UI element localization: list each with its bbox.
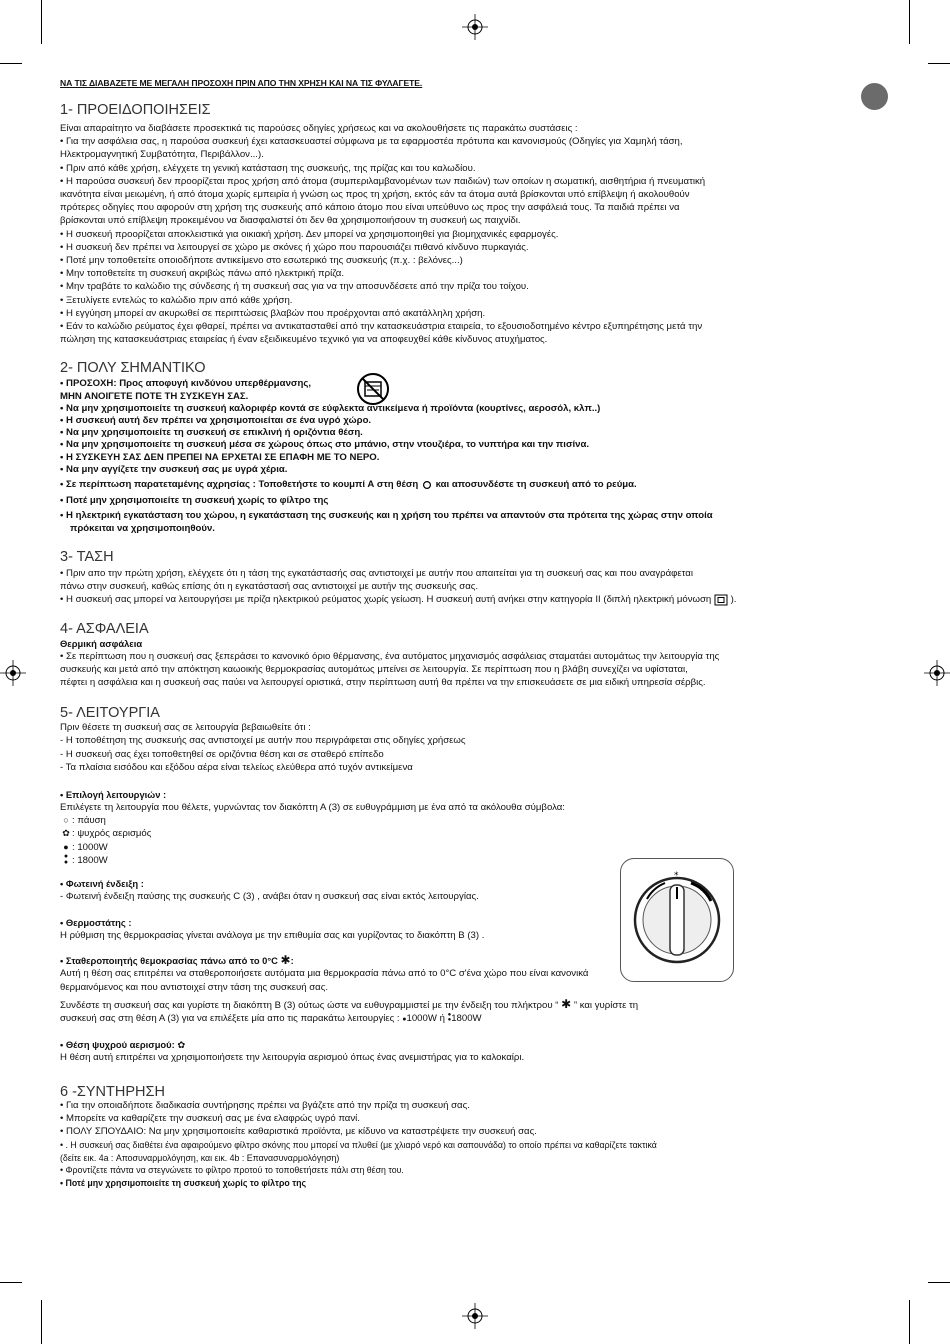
off-circle-icon bbox=[421, 480, 433, 490]
section-title-warnings: 1- ΠΡΟΕΙΔΟΠΟΙΗΣΕΙΣ bbox=[60, 102, 211, 118]
stabilizer-connect2-c: 1800W bbox=[451, 1012, 482, 1024]
text-line: Είναι απαραίτητο να διαβάσετε προσεκτικά τις παρούσες οδηγίες χρήσεως και να ακολουθήσετε τις παρακάτω συστάσεις : bbox=[60, 123, 578, 134]
page-header: ΝΑ ΤΙΣ ΔΙΑΒΑΖΕΤΕ ΜΕ ΜΕΓΑΛΗ ΠΡΟΣΟΧΗ ΠΡΙΝ ΑΠΟ ΤΗΝ ΧΡΗΣΗ ΚΑΙ ΝΑ ΤΙΣ ΦΥΛΑΓΕΤΕ. bbox=[60, 78, 423, 88]
stabilizer-title: • Σταθεροποιητής θεμοκρασίας πάνω από το 0°C ✱: bbox=[60, 953, 294, 968]
text-line: πάνω στην συσκευή, καθώς επίσης ότι η εγκατάστασή σας αντιστοιχεί με αυτήν της συσκευής σας. bbox=[60, 581, 479, 593]
safety-text bbox=[60, 650, 890, 690]
crop-mark bbox=[909, 0, 910, 44]
crop-mark bbox=[928, 63, 950, 64]
text-line: ικανότητα είναι μειωμένη, ή από άτομα χωρίς εμπειρία ή γνώση ως προς τη χρήση, εκτός εάν τα άτομα αυτά βρίσκονται υπό επίβλεψη ή ακολουθούν bbox=[60, 189, 690, 201]
stabilizer-connect2-a: συσκευή σας στη θέση Α (3) για να επιλέξετε μία απο τις παρακάτω λειτουργίες : bbox=[60, 1012, 403, 1024]
one-dot-icon: ● bbox=[402, 1015, 407, 1023]
text-line bbox=[60, 1012, 890, 1026]
text-line: πρότερες οδηγίες που αφορούν στη χρήση της συσκευής από κάποιο άτομο που είναι υπεύθυνο ως προς την ασφάλειά τους. Τα παιδιά πρέπει να bbox=[60, 202, 680, 214]
text-line: - Τα πλαίσια εισόδου και εξόδου αέρα είναι τελείως ελεύθερα από τυχόν αντικείμενα bbox=[60, 761, 413, 773]
text-line: Ηλεκτρομαγνητική Συμβατότητα, Περιβάλλον...). bbox=[60, 149, 264, 161]
cool-fan-title-text: • Θέση ψυχρού αερισμού: bbox=[60, 1039, 175, 1051]
text-line: • Ποτέ μην τοποθετείτε οποιοδήποτε αντικείμενο στο εσωτερικό της συσκευής (π.χ. : βελόνες...) bbox=[60, 255, 463, 267]
off-circle-icon: ○ bbox=[63, 815, 69, 826]
text-line: • Η ηλεκτρική εγκατάσταση του χώρου, η εγκατάσταση της συσκευής και η χρήση του πρέπει να απαντούν στα πρότειτα της χώρας στην οποία bbox=[60, 510, 713, 522]
snowflake-icon: ✱ bbox=[561, 996, 572, 1011]
cool-fan-title bbox=[60, 1038, 890, 1051]
warnings-text bbox=[60, 122, 890, 346]
text-line: • Πριν απο την πρώτη χρήση, ελέγχετε ότι η τάση της εγκατάστασής σας αντιστοιχεί με αυτήν που απαιτείται για τη συσκευή σας και που αναγράφεται bbox=[60, 567, 693, 579]
section-title-safety: 4- ΑΣΦΑΛΕΙΑ bbox=[60, 620, 149, 637]
text-line: συσκευής και μετά από την απόκτηση καωοικής θερμοκρασίας αυτομάτως μπείνει σε λειτουργία. Σε περίπτωση που η βλάβη συνεχίζει να υφίσταται, bbox=[60, 663, 688, 675]
text-line: Πριν θέσετε τη συσκευή σας σε λειτουργία βεβαιωθείτε ότι : bbox=[60, 722, 311, 734]
crop-mark bbox=[41, 0, 42, 44]
stabilizer-connect2-b: 1000W ή bbox=[406, 1012, 445, 1024]
text-line bbox=[60, 479, 890, 491]
crop-mark bbox=[909, 1300, 910, 1344]
thermostat-title: • Θερμοστάτης : bbox=[60, 917, 132, 929]
stabilizer-connect-a: Συνδέστε τη συσκευή σας και γυρίστε τη διακόπτη Β (3) ούτως ώστε να ευθυγραμμιστεί με την ένδειξη του πλήκτρου “ bbox=[60, 999, 559, 1011]
text-line: θερμαινόμενος και που αντιστοιχεί στην τάση της συσκευή σας. bbox=[60, 981, 329, 993]
svg-text:*: * bbox=[674, 871, 679, 881]
text-line: - Η συσκευή σας έχει τοποθετηθεί σε οριζόντια θέση και σε σταθερό επίπεδο bbox=[60, 748, 384, 760]
mode-fan bbox=[60, 827, 890, 840]
important-text bbox=[60, 378, 890, 534]
voltage-line-b: ). bbox=[730, 594, 737, 606]
text-line: - Η τοποθέτηση της συσκευής σας αντιστοιχεί με αυτήν που περιγράφεται στις οδηγίες χρήσεως bbox=[60, 735, 466, 747]
text-line: Αυτή η θέση σας επιτρέπει να σταθεροποιήσετε αυτόματα μια θερμοκρασία πάνω από το 0°C σ'ένα χώρο που είναι κανονικά bbox=[60, 968, 589, 980]
two-dots-icon: ● ● bbox=[63, 853, 69, 867]
text-line bbox=[60, 998, 890, 1012]
light-indicator-text: - Φωτεινή ένδειξη παύσης της συσκευής C (3) , ανάβει όταν η συσκευή σας είναι εκτός λειτουργίας. bbox=[60, 890, 479, 902]
text-line: • Η συσκευή προορίζεται αποκλειστικά για οικιακή χρήση. Δεν μπορεί να χρησιμοποιηθεί για βιομηχανικές εφαρμογές. bbox=[60, 228, 559, 240]
text-line: ΜΗΝ ΑΝΟΙΓΕΤΕ ΠΟΤΕ ΤΗ ΣΥΣΚΕΥΗ ΣΑΣ. bbox=[60, 390, 249, 402]
text-line: • Να μην χρησιμοποιείτε τη συσκευή μέσα σε χώρους όπως στο μπάνιο, στην ντουζιέρα, το νυπτήρα και την πισίνα. bbox=[60, 439, 590, 451]
text-line: Επιλέγετε τη λειτουργία που θέλετε, γυρνώντας τον διακόπτη Α (3) σε ευθυγράμμιση με ένα από τα ακόλουθα σύμβολα: bbox=[60, 801, 565, 813]
crop-mark bbox=[41, 1300, 42, 1344]
text-line: • Εάν το καλώδιο ρεύματος έχει φθαρεί, πρέπει να αντικατασταθεί από την κατασκευάστρια εταιρεία, το εξουσιοδοτημένο κέντρο εξυπηρέτησης μετά την bbox=[60, 321, 703, 333]
mode-label: : ψυχρός αερισμός bbox=[72, 828, 152, 840]
text-line: • Σε περίπτωση που η συσκευή σας ξεπεράσει το κανονικό όριο θέρμανσης, ένα αυτόματος μηχανισμός ασφάλειας σταματάει αυτομάτως την λειτουργία της bbox=[60, 650, 720, 662]
stabilizer-connect-b: ” και γυρίστε τη bbox=[573, 999, 639, 1011]
text-line: πώληση της κατασκευάστριας εταιρείας ή έναν εξειδικευμένο τεχνικό για να αποφευχθεί κάθε κίνδυνος ατυχήματος. bbox=[60, 334, 548, 346]
crop-mark bbox=[928, 1282, 950, 1283]
section-title-operation: 5- ΛΕΙΤΟΥΡΓΙΑ bbox=[60, 705, 160, 722]
text-line: • Η συσκευή αυτή δεν πρέπει να χρησιμοποιείται σε ένα υγρό χώρο. bbox=[60, 415, 372, 427]
text-line: • Ποτέ μην χρησιμοποιείτε τη συσκευή χωρίς το φίλτρο της bbox=[60, 1178, 307, 1189]
voltage-line-a: • Η συσκευή σας μπορεί να λειτουργήσει με πρίζα ηλεκτρικού ρεύματος χωρίς γείωση. Η συσκευή αυτή ανήκει στην κατηγορία ΙΙ (διπλή ηλεκτρική μόνωση bbox=[60, 594, 712, 606]
one-dot-icon: ● bbox=[63, 841, 69, 852]
text-line: βρίσκονται υπό επίβλεψη προκειμένου να διασφαλιστεί ότι δεν θα χρησιμοποιήσουν τη συσκευή ως παιχνίδι. bbox=[60, 215, 521, 227]
text-line: • ΠΟΛΥ ΣΠΟΥΔΑΙΟ: Να μην χρησιμοποιείτε καθαριστικά προϊόντα, με κίδυνο να καταστρέψετε την συσκευή σας. bbox=[60, 1125, 537, 1137]
stabilizer-text bbox=[60, 967, 890, 1026]
text-line bbox=[60, 593, 890, 606]
mode-1800w bbox=[60, 854, 890, 867]
text-line: • Μην τραβάτε το καλώδιο της σύνδεσης ή τη συσκευή σας για να την αποσυνδέσετε από την πρίζα του τοίχου. bbox=[60, 281, 529, 293]
maintenance-text bbox=[60, 1100, 890, 1190]
text-line: • Για την οποιαδήποτε διαδικασία συντήρησης πρέπει να βγάζετε από την πρίζα τη συσκευή σας. bbox=[60, 1100, 470, 1112]
text-line: • Να μην χρησιμοποιείτε τη συσκευή καλοριφέρ κοντά σε εύφλεκτα αντικείμενα ή προϊόντα (κουρτίνες, αεροσόλ, κλπ..) bbox=[60, 402, 601, 414]
prolonged-line-b: και αποσυνδέστε τη συσκευή από το ρεύμα. bbox=[435, 479, 637, 491]
text-line: (δείτε εικ. 4a : Αποσυναρμολόγηση, και εικ. 4b : Επανασυναρμολόγηση) bbox=[60, 1152, 340, 1163]
fan-icon: ✿ bbox=[177, 1039, 186, 1051]
registration-mark-icon bbox=[462, 1303, 488, 1329]
text-line: • Μην τοποθετείτε τη συσκευή ακριβώς πάνω από ηλεκτρική πρίζα. bbox=[60, 268, 344, 280]
registration-mark-icon bbox=[462, 14, 488, 40]
text-line: • Η εγγύηση μπορεί αν ακυρωθεί σε περιπτώσεις βλαβών που προέρχονται από ακατάλληλη χρήση. bbox=[60, 307, 486, 319]
crop-mark bbox=[0, 1282, 22, 1283]
section-title-important: 2- ΠΟΛΥ ΣΗΜΑΝΤΙΚΟ bbox=[60, 360, 206, 377]
text-line: πρόκειται να χρησιμοποιηθούν. bbox=[70, 522, 215, 534]
text-line: • Φροντίζετε πάντα να στεγνώνετε το φίλτρο προτού το τοποθετήσετε πάλι στη θέση του. bbox=[60, 1165, 404, 1176]
thermostat-text: Η ρύθμιση της θερμοκρασίας γίνεται ανάλογα με την επιθυμία σας και γυρίζοντας το διακόπτη Β (3) . bbox=[60, 930, 485, 942]
text-line: πέφτει η ασφάλεια και η συσκευή σας παύει να λειτουργεί οριστικά, στην περίπτωση αυτή θα πρέπει να την επισκευάσετε σε μια ειδική υπηρεσία σέρβις. bbox=[60, 676, 706, 688]
function-selection-title: • Επιλογή λειτουργιών : bbox=[60, 788, 167, 800]
light-indicator-title: • Φωτεινή ένδειξη : bbox=[60, 877, 144, 889]
text-line: • Η ΣΥΣΚΕΥΗ ΣΑΣ ΔΕΝ ΠΡΕΠΕΙ ΝΑ ΕΡΧΕΤΑΙ ΣΕ ΕΠΑΦΗ ΜΕ ΤΟ ΝΕΡΟ. bbox=[60, 451, 380, 463]
text-line: • . Η συσκευή σας διαθέτει ένα αφαιρούμενο φίλτρο σκόνης που μπορεί να πλυθεί (με χλιαρό νερό και σαπουνάδα) το οποίο πρέπει να καθαρίζετε τακτικά bbox=[60, 1139, 657, 1150]
mode-label: : 1800W bbox=[72, 854, 108, 866]
section-title-maintenance: 6 -ΣΥΝΤΗΡΗΣΗ bbox=[60, 1084, 165, 1101]
text-line: • Πριν από κάθε χρήση, ελέγχετε τη γενική κατάσταση της συσκευής, της πρίζας και του καλωδίου. bbox=[60, 162, 476, 174]
mode-label: : 1000W bbox=[72, 841, 108, 853]
text-line: • Η συσκευή δεν πρέπει να λειτουργεί σε χώρο με σκόνες ή χώρο που παρουσιάζει πιθανό κίνδυνο πυρκαγιάς. bbox=[60, 241, 529, 253]
text-line: • Ποτέ μην χρησιμοποιείτε τη συσκευή χωρίς το φίλτρο της bbox=[60, 495, 329, 507]
voltage-text bbox=[60, 567, 890, 607]
operation-intro bbox=[60, 721, 890, 774]
text-line: • ΠΡΟΣΟΧΗ: Προς αποφυγή κινδύνου υπερθέρμανσης, bbox=[60, 378, 311, 390]
text-line: • Για την ασφάλεια σας, η παρούσα συσκευή έχει κατασκευαστεί σύμφωνα με τα εφαρμοστέα πρότυπα και κανονισμούς (Οδηγίες για Χαμηλή τάση, bbox=[60, 136, 683, 148]
function-selection-text bbox=[60, 801, 890, 867]
text-line: • Η παρούσα συσκευή δεν προορίζεται προς χρήση από άτομα (συμπεριλαμβανομένων των παιδιών) των οποίων η σωματική, αισθητήρια ή πνευματική bbox=[60, 175, 706, 187]
fan-icon: ✿ bbox=[62, 828, 70, 839]
snowflake-icon: ✱ bbox=[280, 953, 291, 968]
crop-mark bbox=[0, 63, 22, 64]
text-line: • Να μην αγγίζετε την συσκευή σας με υγρά χέρια. bbox=[60, 463, 288, 475]
mode-label: : πάυση bbox=[72, 815, 106, 827]
two-dots-icon: ● ● bbox=[447, 1012, 452, 1024]
prolonged-line-a: • Σε περίπτωση παρατεταμένης αχρησίας : Τοποθετήστε το κουμπί Α στη θέση bbox=[60, 479, 419, 491]
mode-pause bbox=[60, 814, 890, 827]
text-line: • Ξετυλίγετε εντελώς το καλώδιο πριν από κάθε χρήση. bbox=[60, 294, 293, 306]
thermal-safety-subtitle: Θερμική ασφάλεια bbox=[60, 637, 143, 649]
cool-fan-text: Η θέση αυτή επιτρέπει να χρησιμοποιήσετε την λειτουργία αερισμού όπως ένας ανεμιστήρας για το καλοκαίρι. bbox=[60, 1052, 525, 1064]
text-line: • Να μην χρησιμοποιείτε τη συσκευή σε επικλινή ή οριζόντια θέση. bbox=[60, 427, 363, 439]
registration-mark-icon bbox=[924, 660, 950, 686]
section-title-voltage: 3- ΤΑΣΗ bbox=[60, 548, 114, 565]
mode-1000w bbox=[60, 841, 890, 854]
registration-mark-icon bbox=[0, 660, 26, 686]
text-line: • Μπορείτε να καθαρίζετε την συσκευή σας με ένα ελαφρώς υγρό πανί. bbox=[60, 1113, 360, 1125]
double-insulation-icon bbox=[714, 594, 728, 606]
stabilizer-title-text: • Σταθεροποιητής θεμοκρασίας πάνω από το 0°C bbox=[60, 955, 278, 967]
